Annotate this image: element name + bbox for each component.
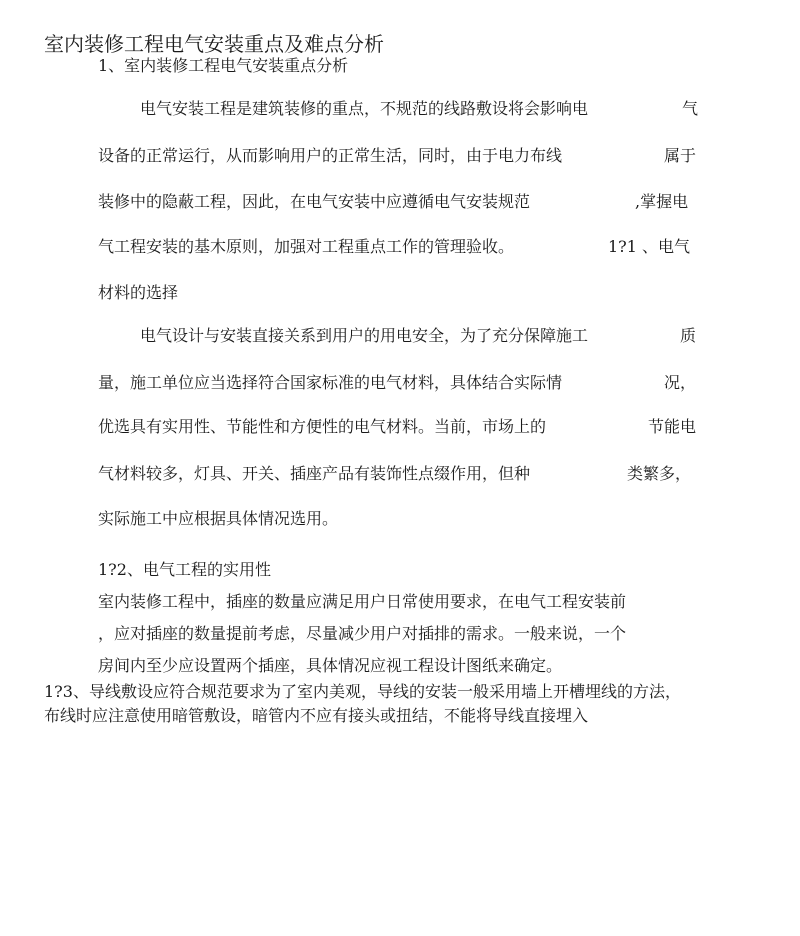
paragraph-line: 气材料较多，灯具、开关、插座产品有装饰性点缀作用，但种 — [98, 464, 531, 483]
paragraph-line-tail: ,掌握电 — [635, 192, 689, 211]
paragraph-line: 电气安装工程是建筑装修的重点，不规范的线路敷设将会影响电 — [140, 99, 589, 118]
paragraph-line-tail: 属于 — [664, 146, 697, 165]
paragraph-line-tail: 类繁多， — [627, 464, 692, 483]
paragraph-line: ，应对插座的数量提前考虑，尽量减少用户对插排的需求。一般来说，一个 — [98, 624, 627, 643]
subsection-heading: 材料的选择 — [98, 283, 179, 302]
paragraph-line: 气工程安装的基木原则，加强对工程重点工作的管理验收。 — [98, 237, 515, 256]
paragraph-line: 优选具有实用性、节能性和方便性的电气材料。当前，市场上的 — [98, 417, 547, 436]
document-title: 室内装修工程电气安装重点及难点分析 — [44, 32, 384, 56]
paragraph-line: 设备的正常运行，从而影响用户的正常生活，同时，由于电力布线 — [98, 146, 563, 165]
paragraph-line: 室内装修工程中，插座的数量应满足用户日常使用要求，在电气工程安装前 — [98, 592, 627, 611]
paragraph-line-tail: 节能电 — [648, 417, 697, 436]
paragraph-line-tail: 况， — [664, 373, 697, 392]
paragraph-line: 房间内至少应设置两个插座，具体情况应视工程设计图纸来确定。 — [98, 656, 563, 675]
paragraph-line: 装修中的隐蔽工程，因此，在电气安装中应遵循电气安装规范 — [98, 192, 531, 211]
paragraph-line-tail: 1?1 、电气 — [608, 237, 691, 256]
paragraph-line: 电气设计与安装直接关系到用户的用电安全，为了充分保障施工 — [140, 326, 589, 345]
paragraph-line: 布线时应注意使用暗管敷设，暗管内不应有接头或扭结，不能将导线直接埋入 — [44, 706, 589, 725]
paragraph-line: 实际施工中应根据具体情况选用。 — [98, 509, 339, 528]
paragraph-line: 1?3、导线敷设应符合规范要求为了室内美观，导线的安装一般采用墙上开槽埋线的方法， — [44, 682, 681, 701]
paragraph-line-tail: 气 — [682, 99, 699, 118]
paragraph-line-tail: 质 — [680, 326, 697, 345]
section-heading: 1、室内装修工程电气安装重点分析 — [98, 56, 349, 75]
subsection-heading: 1?2、电气工程的实用性 — [98, 560, 271, 579]
paragraph-line: 量，施工单位应当选择符合国家标准的电气材料，具体结合实际情 — [98, 373, 563, 392]
